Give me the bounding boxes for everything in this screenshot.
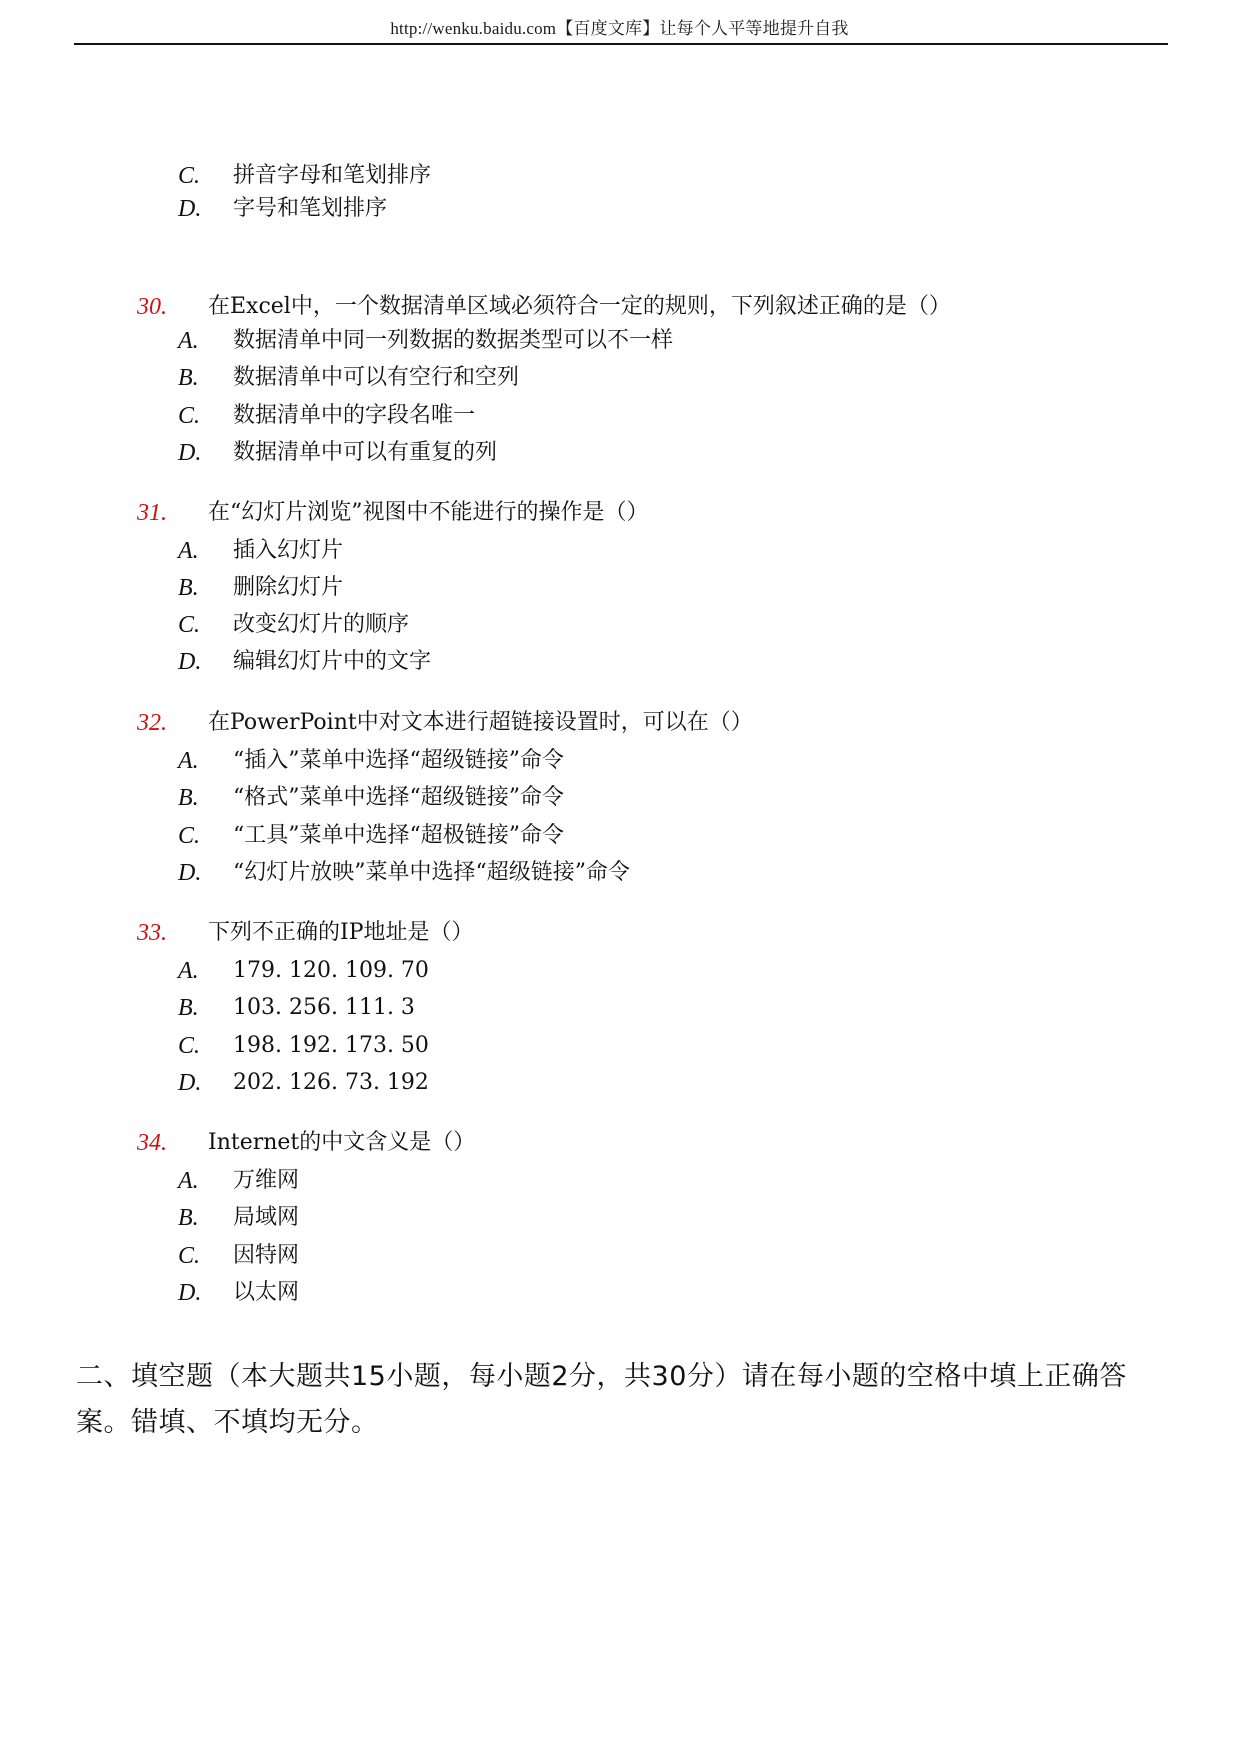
question-number: 33. — [137, 920, 167, 946]
option-text: 数据清单中可以有空行和空列 — [233, 365, 520, 390]
option-letter: D. — [178, 196, 202, 222]
option-text: 改变幻灯片的顺序 — [233, 612, 410, 637]
option-text: 198. 192. 173. 50 — [233, 1033, 429, 1058]
header-divider — [74, 43, 1168, 45]
option-text: 202. 126. 73. 192 — [233, 1070, 429, 1095]
option-text: 字号和笔划排序 — [233, 196, 388, 221]
option-letter: D. — [178, 1280, 202, 1306]
option-letter: C. — [178, 1243, 201, 1269]
question-text: Internet的中文含义是（） — [208, 1130, 476, 1155]
option-letter: A. — [178, 748, 199, 774]
option-text: 103. 256. 111. 3 — [233, 995, 415, 1020]
question-number: 34. — [137, 1130, 167, 1156]
question-text: 在“幻灯片浏览”视图中不能进行的操作是（） — [208, 500, 649, 525]
option-text: 数据清单中同一列数据的数据类型可以不一样 — [233, 328, 674, 353]
option-letter: A. — [178, 328, 199, 354]
section-heading-line: 二、填空题（本大题共15小题，每小题2分，共30分）请在每小题的空格中填上正确答 — [76, 1361, 1127, 1392]
option-letter: A. — [178, 958, 199, 984]
option-text: 局域网 — [233, 1205, 300, 1230]
option-text: 数据清单中的字段名唯一 — [233, 403, 476, 428]
question-number: 30. — [137, 294, 167, 320]
option-text: “格式”菜单中选择“超级链接”命令 — [233, 785, 564, 810]
option-letter: B. — [178, 785, 199, 811]
header-url: http://wenku.baidu.com — [390, 19, 557, 38]
option-letter: A. — [178, 1168, 199, 1194]
question-text: 在PowerPoint中对文本进行超链接设置时，可以在（） — [208, 710, 753, 735]
question-text: 下列不正确的IP地址是（） — [208, 920, 474, 945]
option-text: “插入”菜单中选择“超级链接”命令 — [233, 748, 564, 773]
section-heading-line: 案。错填、不填均无分。 — [76, 1407, 379, 1438]
question-number: 32. — [137, 710, 167, 736]
page-header — [0, 14, 1239, 39]
option-text: “幻灯片放映”菜单中选择“超级链接”命令 — [233, 860, 630, 885]
option-letter: D. — [178, 1070, 202, 1096]
question-text: 在Excel中，一个数据清单区域必须符合一定的规则，下列叙述正确的是（） — [208, 294, 951, 319]
option-letter: A. — [178, 538, 199, 564]
option-text: 数据清单中可以有重复的列 — [233, 440, 498, 465]
option-letter: D. — [178, 860, 202, 886]
question-number: 31. — [137, 500, 167, 526]
option-text: 因特网 — [233, 1243, 300, 1268]
header-brand: 【百度文库】 — [556, 19, 660, 38]
option-text: “工具”菜单中选择“超极链接”命令 — [233, 823, 564, 848]
option-letter: C. — [178, 612, 201, 638]
option-text: 编辑幻灯片中的文字 — [233, 649, 432, 674]
option-text: 删除幻灯片 — [233, 575, 344, 600]
option-letter: B. — [178, 1205, 199, 1231]
option-letter: B. — [178, 365, 199, 391]
option-letter: C. — [178, 403, 201, 429]
option-text: 插入幻灯片 — [233, 538, 344, 563]
option-letter: D. — [178, 649, 202, 675]
option-letter: D. — [178, 440, 202, 466]
option-letter: B. — [178, 575, 199, 601]
option-text: 拼音字母和笔划排序 — [233, 163, 432, 188]
option-letter: C. — [178, 163, 201, 189]
header-slogan: 让每个人平等地提升自我 — [659, 19, 849, 38]
option-letter: C. — [178, 823, 201, 849]
option-text: 以太网 — [233, 1280, 300, 1305]
section-two-heading — [76, 1354, 1172, 1446]
option-text: 万维网 — [233, 1168, 300, 1193]
option-letter: C. — [178, 1033, 201, 1059]
option-letter: B. — [178, 995, 199, 1021]
option-text: 179. 120. 109. 70 — [233, 958, 429, 983]
